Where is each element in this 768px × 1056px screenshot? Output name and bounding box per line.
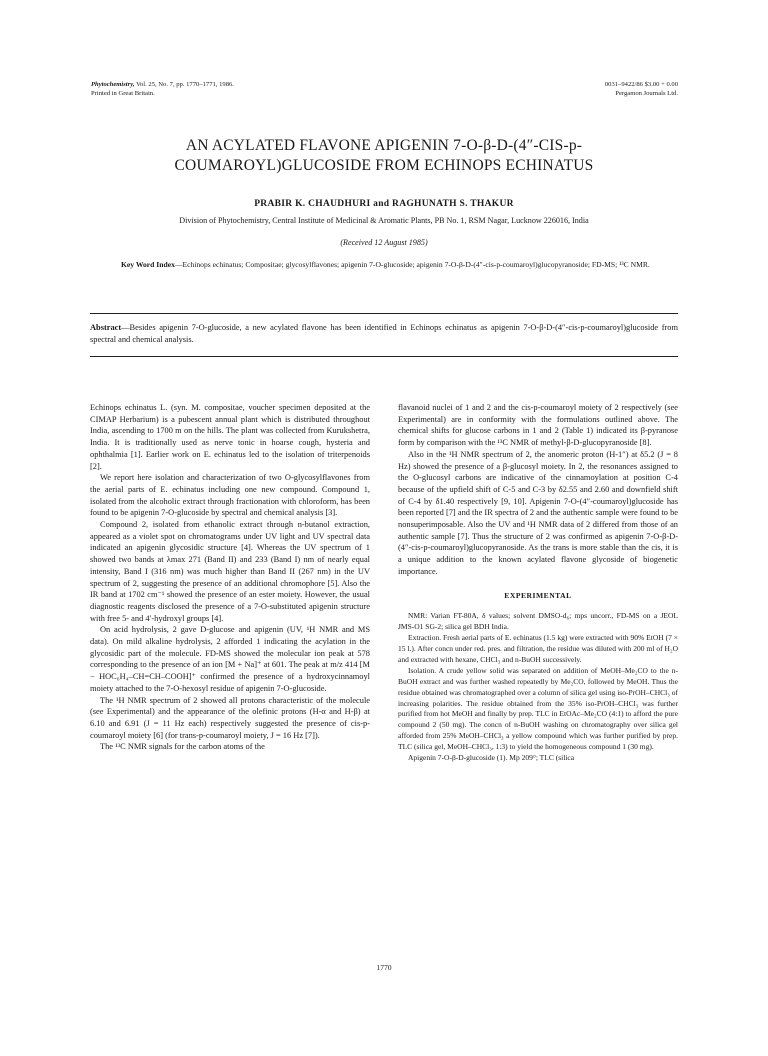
abstract-rule-top (90, 313, 678, 314)
paragraph: flavanoid nuclei of 1 and 2 and the cis-p-coumaroyl moiety of 2 respectively (see Experimental) are in conformity with the formulations outlined above. The chemical shifts for glucose carbons in 1 and 2 (Table 1) indicated its β-pyranose form by comparison with the ¹³C NMR of methyl-β-D-glucopyranoside [8]. (398, 403, 678, 448)
paragraph: Also in the ¹H NMR spectrum of 2, the anomeric proton (H-1″) at δ5.2 (J = 8 Hz) showed the presence of a β-glucosyl moiety. In 2, the resonances assigned to the O-glucosyl carbons are indicative of the cinnamoylation at position C-4 because of the upfield shift of C-5 and C-3 by δ2.55 and 2.60 and downfield shift of C-4 by δ1.40 respectively [9, 10]. Apigenin 7-O-(4″-coumaroyl)glucoside has been reported [7] and the IR spectra of 2 and the authentic sample were found to be nonsuperimposable. Also the UV and ¹H NMR data of 2 differed from those of an authentic sample [7]. Thus the structure of 2 was confirmed as apigenin 7-O-β-D-(4″-cis-p-coumaroyl)glucopyranoside. As the trans is more stable than the cis, it is a unique addition to the known acylated flavone glycoside of biogenetic importance. (398, 449, 678, 576)
printed-in: Printed in Great Britain. (91, 90, 155, 97)
paragraph: The ¹³C NMR signals for the carbon atoms of the (100, 742, 265, 752)
experimental-paragraph: Apigenin 7-O-β-D-glucoside (1). Mp 209°; TLC (silica (408, 753, 575, 763)
abstract-text: —Besides apigenin 7-O-glucoside, a new acylated flavone has been identified in Echinops echinatus as apigenin 7-O-β-D-(4″-cis-p-coumaroyl)glucoside from spectral and chemical analysis. (90, 323, 678, 344)
left-column (90, 402, 370, 753)
experimental-paragraph: NMR: Varian FT-80A, δ values; solvent DMSO-d₆; mps uncorr., FD-MS on a JEOL JMS-O1 SG-2; silica gel BDH India. (398, 611, 678, 632)
paragraph: We report here isolation and characterization of two O-glycosylflavones from the aerial parts of E. echinatus including one new compound. Compound 1, isolated from the alcoholic extract through fractionation with chloroform, has been found to be apigenin 7-O-glucoside by spectral and chemical analysis [3]. (90, 473, 370, 518)
journal-name: Phytochemistry, (91, 81, 135, 88)
running-header-right (605, 80, 678, 98)
affiliation: Division of Phytochemistry, Central Institute of Medicinal & Aromatic Plants, PB No. 1, RSM Nagar, Lucknow 226016, India (179, 216, 589, 225)
right-column (398, 402, 678, 764)
abstract (90, 322, 678, 346)
experimental-paragraph: Isolation. A crude yellow solid was separated on addition of MeOH–Me₂CO to the n-BuOH extract and was further washed repeatedly by Me₂CO, followed by MeOH. Thus the residue obtained was chromatographed over a column of silica gel using iso-PrOH–CHCl₃ of increasing polarities. The residue obtained from the 35% iso-PrOH–CHCl₃ was further purified from hot MeOH and finally by prep. TLC in EtOAc–Me₂CO (4:1) to afford the pure compound 2 (50 mg). The concn of n-BuOH washing on chromatography over silica gel afforded from 25% MeOH–CHCl₃ a yellow compound which was further purified by prep. TLC (silica gel, MeOH–CHCl₃, 1:3) to yield the homogeneous compound 1 (30 mg). (398, 665, 678, 752)
title-line-2: COUMAROYL)GLUCOSIDE FROM ECHINOPS ECHINATUS (174, 157, 594, 174)
article-title (90, 136, 678, 176)
publisher: Pergamon Journals Ltd. (615, 90, 678, 97)
abstract-rule-bottom (90, 356, 678, 357)
experimental-section (398, 611, 678, 764)
running-header-left (91, 80, 234, 98)
paragraph: On acid hydrolysis, 2 gave D-glucose and apigenin (UV, ¹H NMR and MS data). On mild alkaline hydrolysis, 2 afforded 1 indicating the acylation in the glycosidic part of the molecule. FD-MS showed the molecular ion peak at 578 corresponding to the presence of an ion [M + Na]⁺ at 601. The peak at m/z 414 [M − HOC₆H₄–CH=CH–COOH]⁺ confirmed the presence of a hydroxycinnamoyl moiety attached to the 7-O-hexosyl residue of apigenin 7-O-glucoside. (90, 625, 370, 693)
keyword-text: —Echinops echinatus; Compositae; glycosylflavones; apigenin 7-O-glucoside; apigenin 7-O-β-D-(4″-cis-p-coumaroyl)glucopyranoside; FD-MS; ¹³C NMR. (174, 260, 650, 269)
abstract-label: Abstract (90, 323, 122, 332)
page-number: 1770 (376, 963, 392, 972)
citation: Vol. 25, No. 7, pp. 1770–1771, 1986. (136, 81, 234, 88)
received-date: (Received 12 August 1985) (340, 238, 428, 247)
paragraph: Compound 2, isolated from ethanolic extract through n-butanol extraction, appeared as a violet spot on chromatograms under UV light and UV spectral data indicated an apigenin glycosidic structure [4]. Whereas the UV spectrum of 1 showed two bands at λmax 271 (Band II) and 233 (Band I) nm of nearly equal intensity, Band I (316 nm) was much higher than Band II (267 nm) in the UV spectrum of 2, suggesting the presence of an additional chromophore [5]. Also the IR band at 1702 cm⁻¹ showed the presence of an ester moiety. However, the usual diagnostic reagents disclosed the presence of a 7-O-substituted apigenin structure with free 5- and 4′-hydroxyl groups [4]. (90, 520, 370, 623)
title-line-1: AN ACYLATED FLAVONE APIGENIN 7-O-β-D-(4″-CIS-p- (185, 137, 583, 154)
keyword-index (121, 259, 651, 270)
keyword-label: Key Word Index (121, 260, 175, 269)
issn-price: 0031–9422/86 $3.00 + 0.00 (604, 81, 678, 88)
experimental-heading: EXPERIMENTAL (504, 590, 572, 600)
paragraph: The ¹H NMR spectrum of 2 showed all protons characteristic of the molecule (see Experimental) and the appearance of the olefinic protons (H-α and H-β) at 6.10 and 6.91 (J = 11 Hz each) respectively suggested the presence of cis-p-coumaroyl moiety [6] (for trans-p-coumaroyl moiety, J = 16 Hz [7]). (90, 695, 370, 740)
authors: PRABIR K. CHAUDHURI and RAGHUNATH S. THAKUR (254, 199, 514, 209)
experimental-paragraph: Extraction. Fresh aerial parts of E. echinatus (1.5 kg) were extracted with 90% EtOH (7 × 15 l.). After concn under red. pres. and filtration, the residue was diluted with 200 ml of H₂O and extracted with hexane, CHCl₃ and n-BuOH successively. (398, 633, 678, 664)
paragraph: Echinops echinatus L. (syn. M. compositae, voucher specimen deposited at the CIMAP Herbarium) is a pubescent annual plant which is distributed throughout India, ascending to 1700 m on the hills. The plant was collected from Kurukshetra, India. It is traditionally used as nerve tonic in hoarse cough, hysteria and ophthalmia [1]. Earlier work on E. echinatus led to the isolation of triterpenoids [2]. (90, 403, 370, 471)
